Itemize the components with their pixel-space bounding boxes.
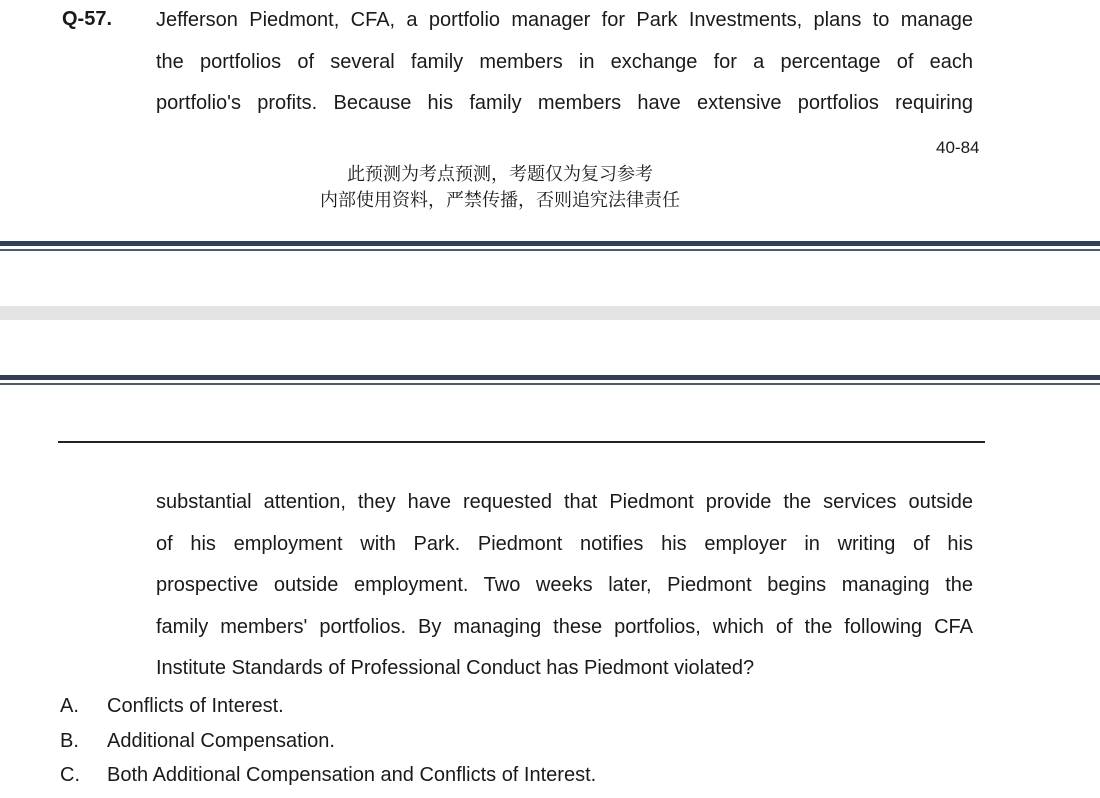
question-number: Q-57.: [62, 8, 113, 30]
question-line: of his employment with Park. Piedmont notifies his employer in writing of his: [156, 532, 973, 555]
horizontal-divider: [58, 441, 985, 443]
question-line: Jefferson Piedmont, CFA, a portfolio manager for Park Investments, plans to manage: [156, 9, 973, 31]
page-break-rule: [0, 241, 1100, 246]
page-header-rule: [0, 383, 1100, 385]
question-text-bottom: [156, 482, 973, 690]
page-header-rule: [0, 375, 1100, 380]
question-line: substantial attention, they have requested that Piedmont provide the services outside: [156, 491, 973, 513]
question-line: family members' portfolios. By managing these portfolios, which of the following CFA: [156, 615, 973, 638]
question-line: the portfolios of several family members in exchange for a percentage of each: [156, 50, 973, 73]
option-letter: A.: [60, 695, 79, 717]
page-gap-band: [0, 306, 1100, 320]
option-c[interactable]: [60, 764, 596, 787]
question-line: portfolio's profits. Because his family members have extensive portfolios requiring: [156, 92, 973, 114]
question-text-top: [156, 0, 973, 125]
option-b[interactable]: [60, 730, 335, 753]
option-a[interactable]: [60, 695, 284, 718]
option-text: Additional Compensation.: [107, 730, 335, 752]
option-text: Both Additional Compensation and Conflicts of Interest.: [107, 764, 597, 786]
page-number: 40-84: [936, 138, 980, 157]
option-text: Conflicts of Interest.: [107, 695, 284, 717]
question-line: Institute Standards of Professional Conduct has Piedmont violated?: [156, 657, 755, 679]
option-letter: B.: [60, 730, 79, 752]
option-letter: C.: [60, 764, 80, 786]
page-break-rule: [0, 249, 1100, 251]
question-line: prospective outside employment. Two weeks later, Piedmont begins managing the: [156, 574, 973, 596]
notice-line-1: 此预测为考点预测，考题仅为复习参考: [347, 164, 653, 185]
notice-line-2: 内部使用资料，严禁传播，否则追究法律责任: [320, 190, 680, 211]
